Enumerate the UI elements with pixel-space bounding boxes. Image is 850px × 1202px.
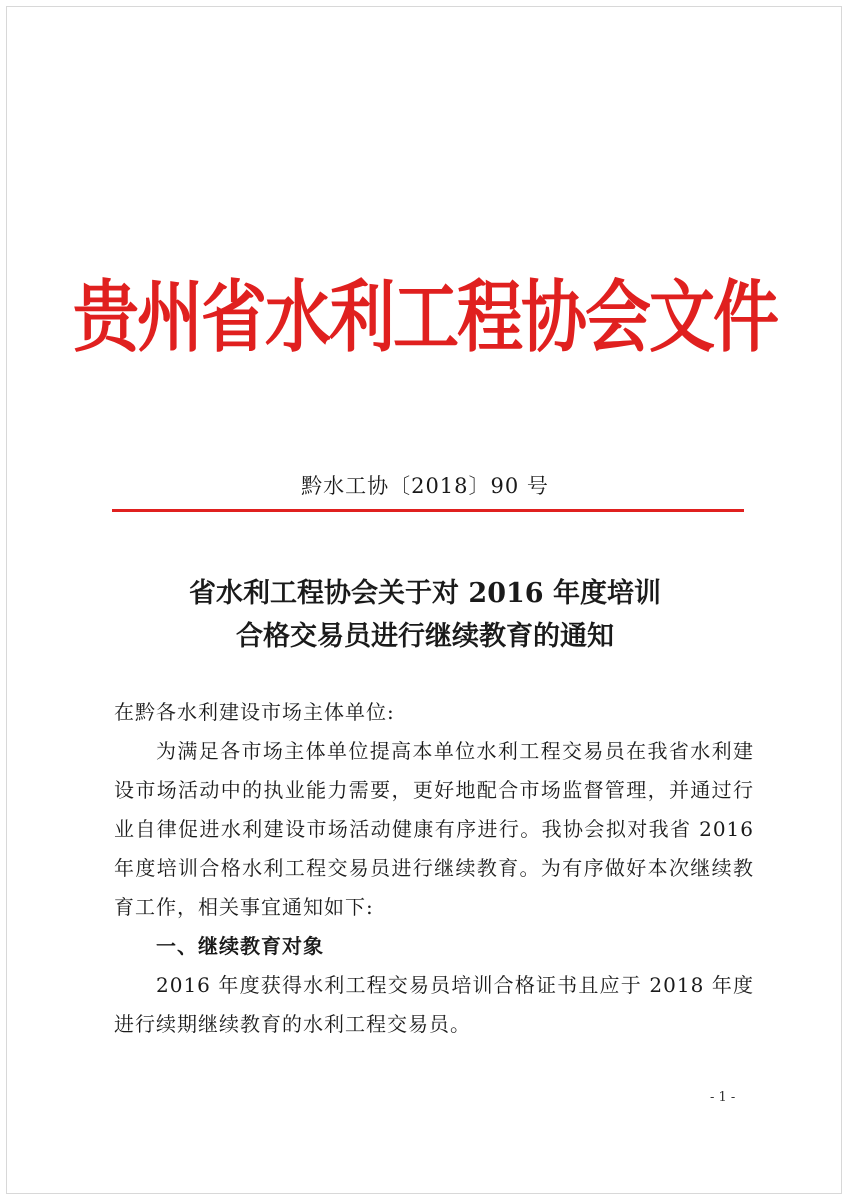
document-number: 黔水工协〔2018〕90 号	[301, 474, 549, 498]
notice-title-line-2: 合格交易员进行继续教育的通知	[236, 621, 614, 652]
header-red-rule	[112, 509, 744, 512]
notice-title-line-1: 省水利工程协会关于对 2016 年度培训	[189, 578, 661, 609]
page-number: - 1 -	[710, 1090, 736, 1105]
org-header-title: 贵州省水利工程协会文件	[73, 271, 777, 363]
body-paragraph-1: 为满足各市场主体单位提高本单位水利工程交易员在我省水利建设市场活动中的执业能力需要，更好地配合市场监督管理，并通过行业自律促进水利建设市场活动健康有序进行。我协会拟对我省 2016 年度培训合格水利工程交易员进行继续教育。为有序做好本次继续教育工作，相关事宜通知如下:	[114, 739, 754, 919]
section-heading-1: 一、继续教育对象	[156, 934, 324, 958]
notice-title	[0, 572, 850, 658]
section-1-paragraph: 2016 年度获得水利工程交易员培训合格证书且应于 2018 年度进行续期继续教育的水利工程交易员。	[114, 973, 754, 1036]
notice-body	[114, 693, 754, 1044]
salutation: 在黔各水利建设市场主体单位:	[114, 700, 395, 724]
